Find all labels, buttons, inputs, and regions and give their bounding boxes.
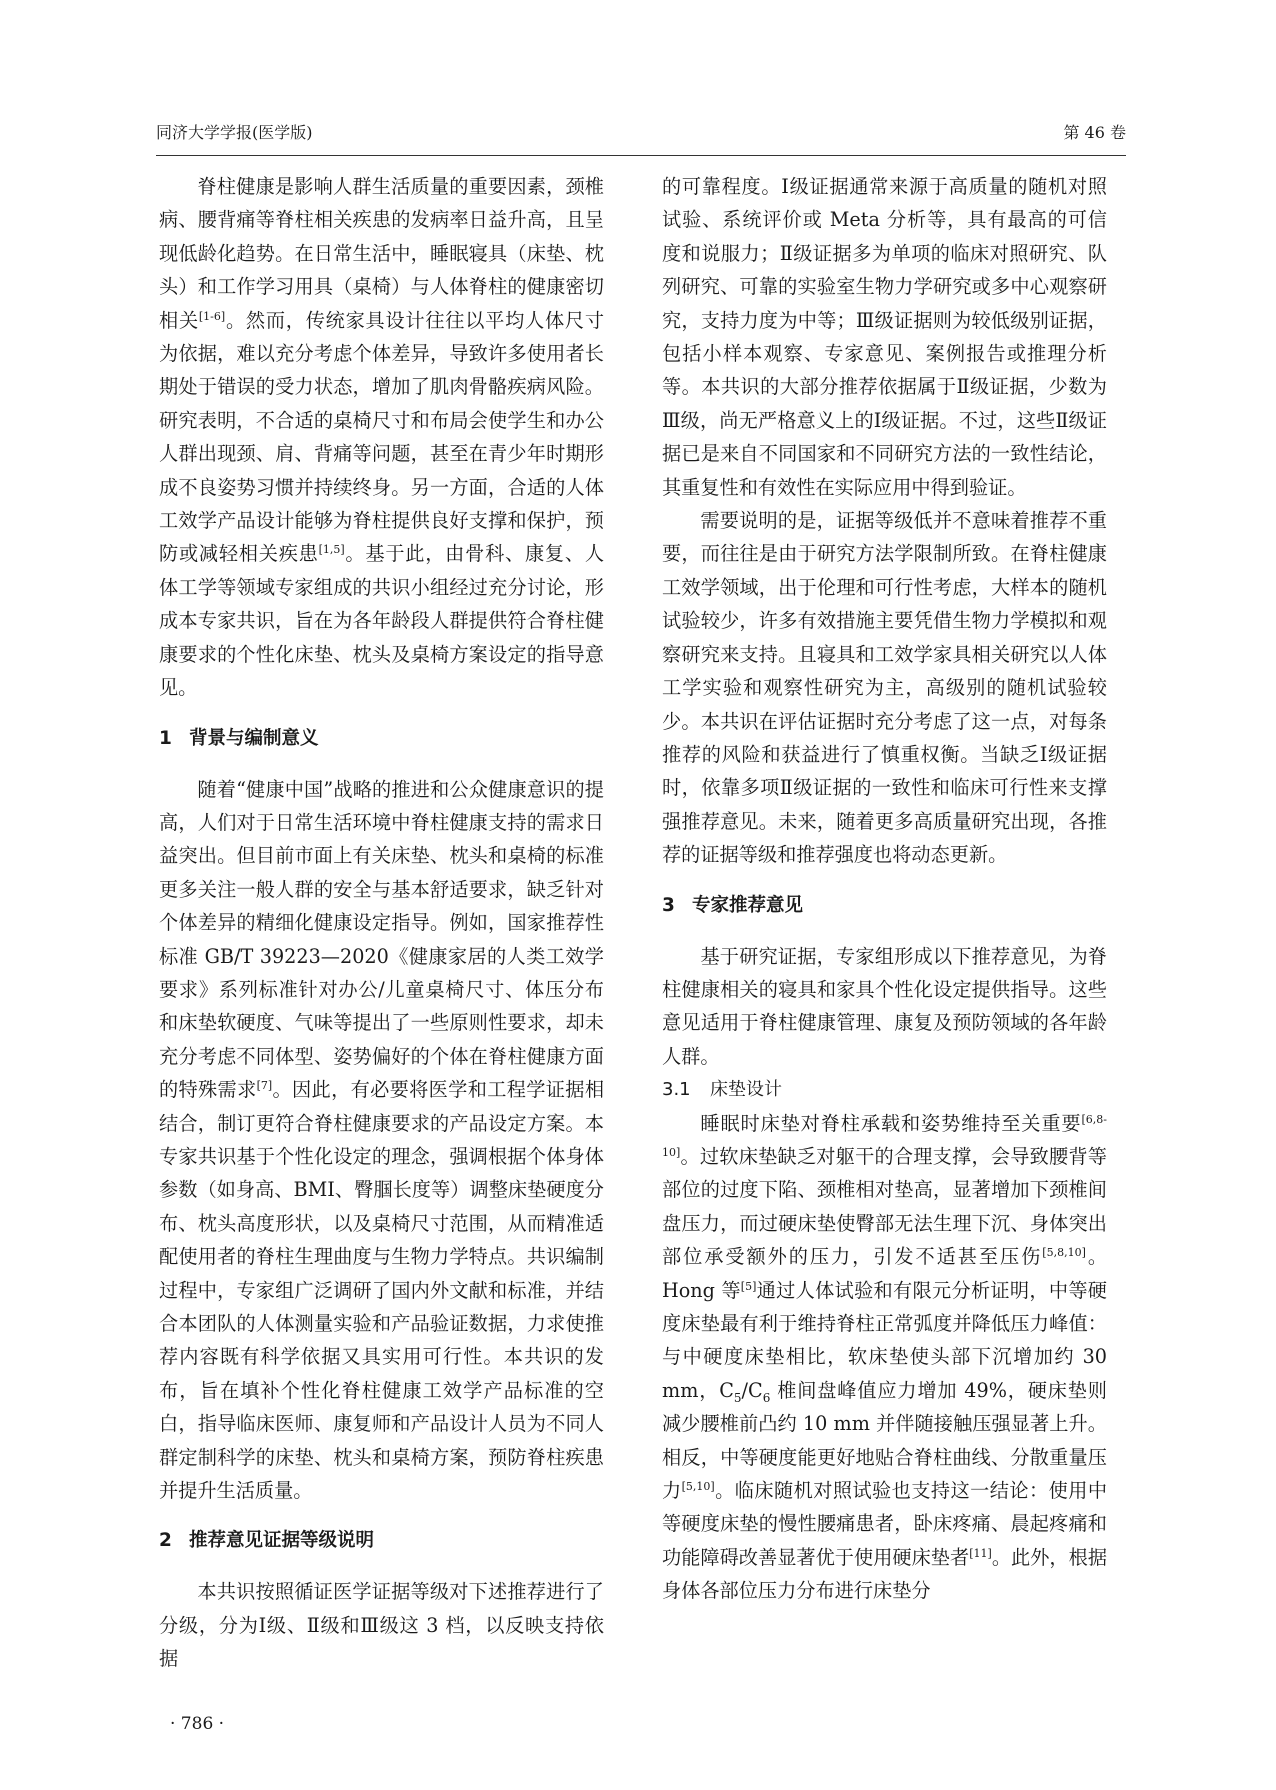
volume-label: 第 46 卷 bbox=[1063, 123, 1126, 142]
header-rule bbox=[156, 155, 1126, 156]
citation: [7] bbox=[256, 1079, 273, 1093]
citation: [1,5] bbox=[318, 543, 345, 557]
paragraph-intro: 脊柱健康是影响人群生活质量的重要因素，颈椎病、腰背痛等脊柱相关疾患的发病率日益升高，且呈现低龄化趋势。在日常生活中，睡眠寝具（床垫、枕头）和工作学习用具（桌椅）与人体脊柱的健康密切相关[1-6]。然而，传统家具设计往往以平均人体尺寸为依据，难以充分考虑个体差异，导致许多使用者长期处于错误的受力状态，增加了肌肉骨骼疾病风险。研究表明，不合适的桌椅尺寸和布局会使学生和办公人群出现颈、肩、背痛等问题，甚至在青少年时期形成不良姿势习惯并持续终身。另一方面，合适的人体工效学产品设计能够为脊柱提供良好支撑和保护，预防或减轻相关疾患[1,5]。基于此，由骨科、康复、人体工学等领域专家组成的共识小组经过充分讨论，形成本专家共识，旨在为各年龄段人群提供符合脊柱健康要求的个性化床垫、枕头及桌椅方案设定的指导意见。 bbox=[159, 175, 605, 700]
section-heading-2: 2 推荐意见证据等级说明 bbox=[159, 1530, 375, 1552]
paragraph-evidence-note: 需要说明的是，证据等级低并不意味着推荐不重要，而往往是由于研究方法学限制所致。在脊柱健康工效学领域，出于伦理和可行性考虑，大样本的随机试验较少，许多有效措施主要凭借生物力学模拟和观察研究来支持。且寝具和工效学家具相关研究以人体工学实验和观察性研究为主，高级别的随机试验较少。本共识在评估证据时充分考虑了这一点，对每条推荐的风险和获益进行了慎重权衡。当缺乏Ⅰ级证据时，依靠多项Ⅱ级证据的一致性和临床可行性来支撑强推荐意见。未来，随着更多高质量研究出现，各推荐的证据等级和推荐强度也将动态更新。 bbox=[662, 509, 1107, 867]
citation: [1-6] bbox=[198, 309, 226, 323]
citation: [5,8,10] bbox=[1042, 1246, 1086, 1260]
paragraph-background: 随着“健康中国”战略的推进和公众健康意识的提高，人们对于日常生活环境中脊柱健康支持的需求日益突出。但目前市面上有关床垫、枕头和桌椅的标准更多关注一般人群的安全与基本舒适要求，缺乏针对个体差异的精细化健康设定指导。例如，国家推荐性标准 GB/T 39223—2020《健康家居的人类工效学要求》系列标准针对办公/儿童桌椅尺寸、体压分布和床垫软硬度、气味等提出了一些原则性要求，却未充分考虑不同体型、姿势偏好的个体在脊柱健康方面的特殊需求[7]。因此，有必要将医学和工程学证据相结合，制订更符合脊柱健康要求的产品设定方案。本专家共识基于个性化设定的理念，强调根据个体身体参数（如身高、BMI、臀腘长度等）调整床垫硬度分布、枕头高度形状，以及桌椅尺寸范围，从而精准适配使用者的脊柱生理曲度与生物力学特点。共识编制过程中，专家组广泛调研了国内外文献和标准，并结合本团队的人体测量实验和产品验证数据，力求使推荐内容既有科学依据又具实用可行性。本共识的发布，旨在填补个性化脊柱健康工效学产品标准的空白，指导临床医师、康复师和产品设计人员为不同人群定制科学的床垫、枕头和桌椅方案，预防脊柱疾患并提升生活质量。 bbox=[159, 777, 605, 1503]
section-heading-3: 3 专家推荐意见 bbox=[662, 894, 804, 916]
right-column bbox=[662, 170, 1107, 1608]
citation: [11] bbox=[969, 1546, 992, 1560]
paragraph-mattress: 睡眠时床垫对脊柱承载和姿势维持至关重要[6,8-10]。过软床垫缺乏对躯干的合理支撑，会导致腰背等部位的过度下陷、颈椎相对垫高，显著增加下颈椎间盘压力，而过硬床垫使臀部无法生理下沉、身体突出部位承受额外的压力，引发不适甚至压伤[5,8,10]。Hong 等[5]通过人体试验和有限元分析证明，中等硬度床垫最有利于维持脊柱正常弧度并降低压力峰值：与中硬度床垫相比，软床垫使头部下沉增加约 30 mm，$C_5/C_6$ 椎间盘峰值应力增加 49%，硬床垫则减少腰椎前凸约 10 mm 并伴随接触压强显著上升。相反，中等硬度能更好地贴合脊柱曲线、分散重量压力[5,10]。临床随机对照试验也支持这一结论：使用中等硬度床垫的慢性腰痛患者，卧床疼痛、晨起疼痛和功能障碍改善显著优于使用硬床垫者[11]。此外，根据身体各部位压力分布进行床垫分 bbox=[662, 1111, 1108, 1603]
page-number: · 786 · bbox=[170, 1714, 225, 1734]
section-heading-1: 1 背景与编制意义 bbox=[159, 727, 319, 749]
citation: [5,10] bbox=[681, 1480, 715, 1494]
left-column bbox=[159, 170, 604, 1676]
paragraph-evidence-start: 本共识按照循证医学证据等级对下述推荐进行了分级，分为Ⅰ级、Ⅱ级和Ⅲ级这 3 档，以反映支持依据 bbox=[159, 1580, 604, 1671]
journal-title: 同济大学学报(医学版) bbox=[156, 123, 313, 142]
citation: [6,8-10] bbox=[662, 1112, 1107, 1159]
paragraph-evidence-cont: 的可靠程度。Ⅰ级证据通常来源于高质量的随机对照试验、系统评价或 Meta 分析等，具有最高的可信度和说服力；Ⅱ级证据多为单项的临床对照研究、队列研究、可靠的实验室生物力学研究或多中心观察研究，支持力度为中等；Ⅲ级证据则为较低级别证据，包括小样本观察、专家意见、案例报告或推理分析等。本共识的大部分推荐依据属于Ⅱ级证据，少数为Ⅲ级，尚无严格意义上的Ⅰ级证据。不过，这些Ⅱ级证据已是来自不同国家和不同研究方法的一致性结论，其重复性和有效性在实际应用中得到验证。 bbox=[662, 175, 1107, 499]
subsection-heading-3-1: 3.1 床垫设计 bbox=[662, 1079, 782, 1101]
paragraph-recommendations: 基于研究证据，专家组形成以下推荐意见，为脊柱健康相关的寝具和家具个性化设定提供指导。这些意见适用于脊柱健康管理、康复及预防领域的各年龄人群。 bbox=[662, 944, 1107, 1068]
citation: [5] bbox=[740, 1279, 757, 1293]
